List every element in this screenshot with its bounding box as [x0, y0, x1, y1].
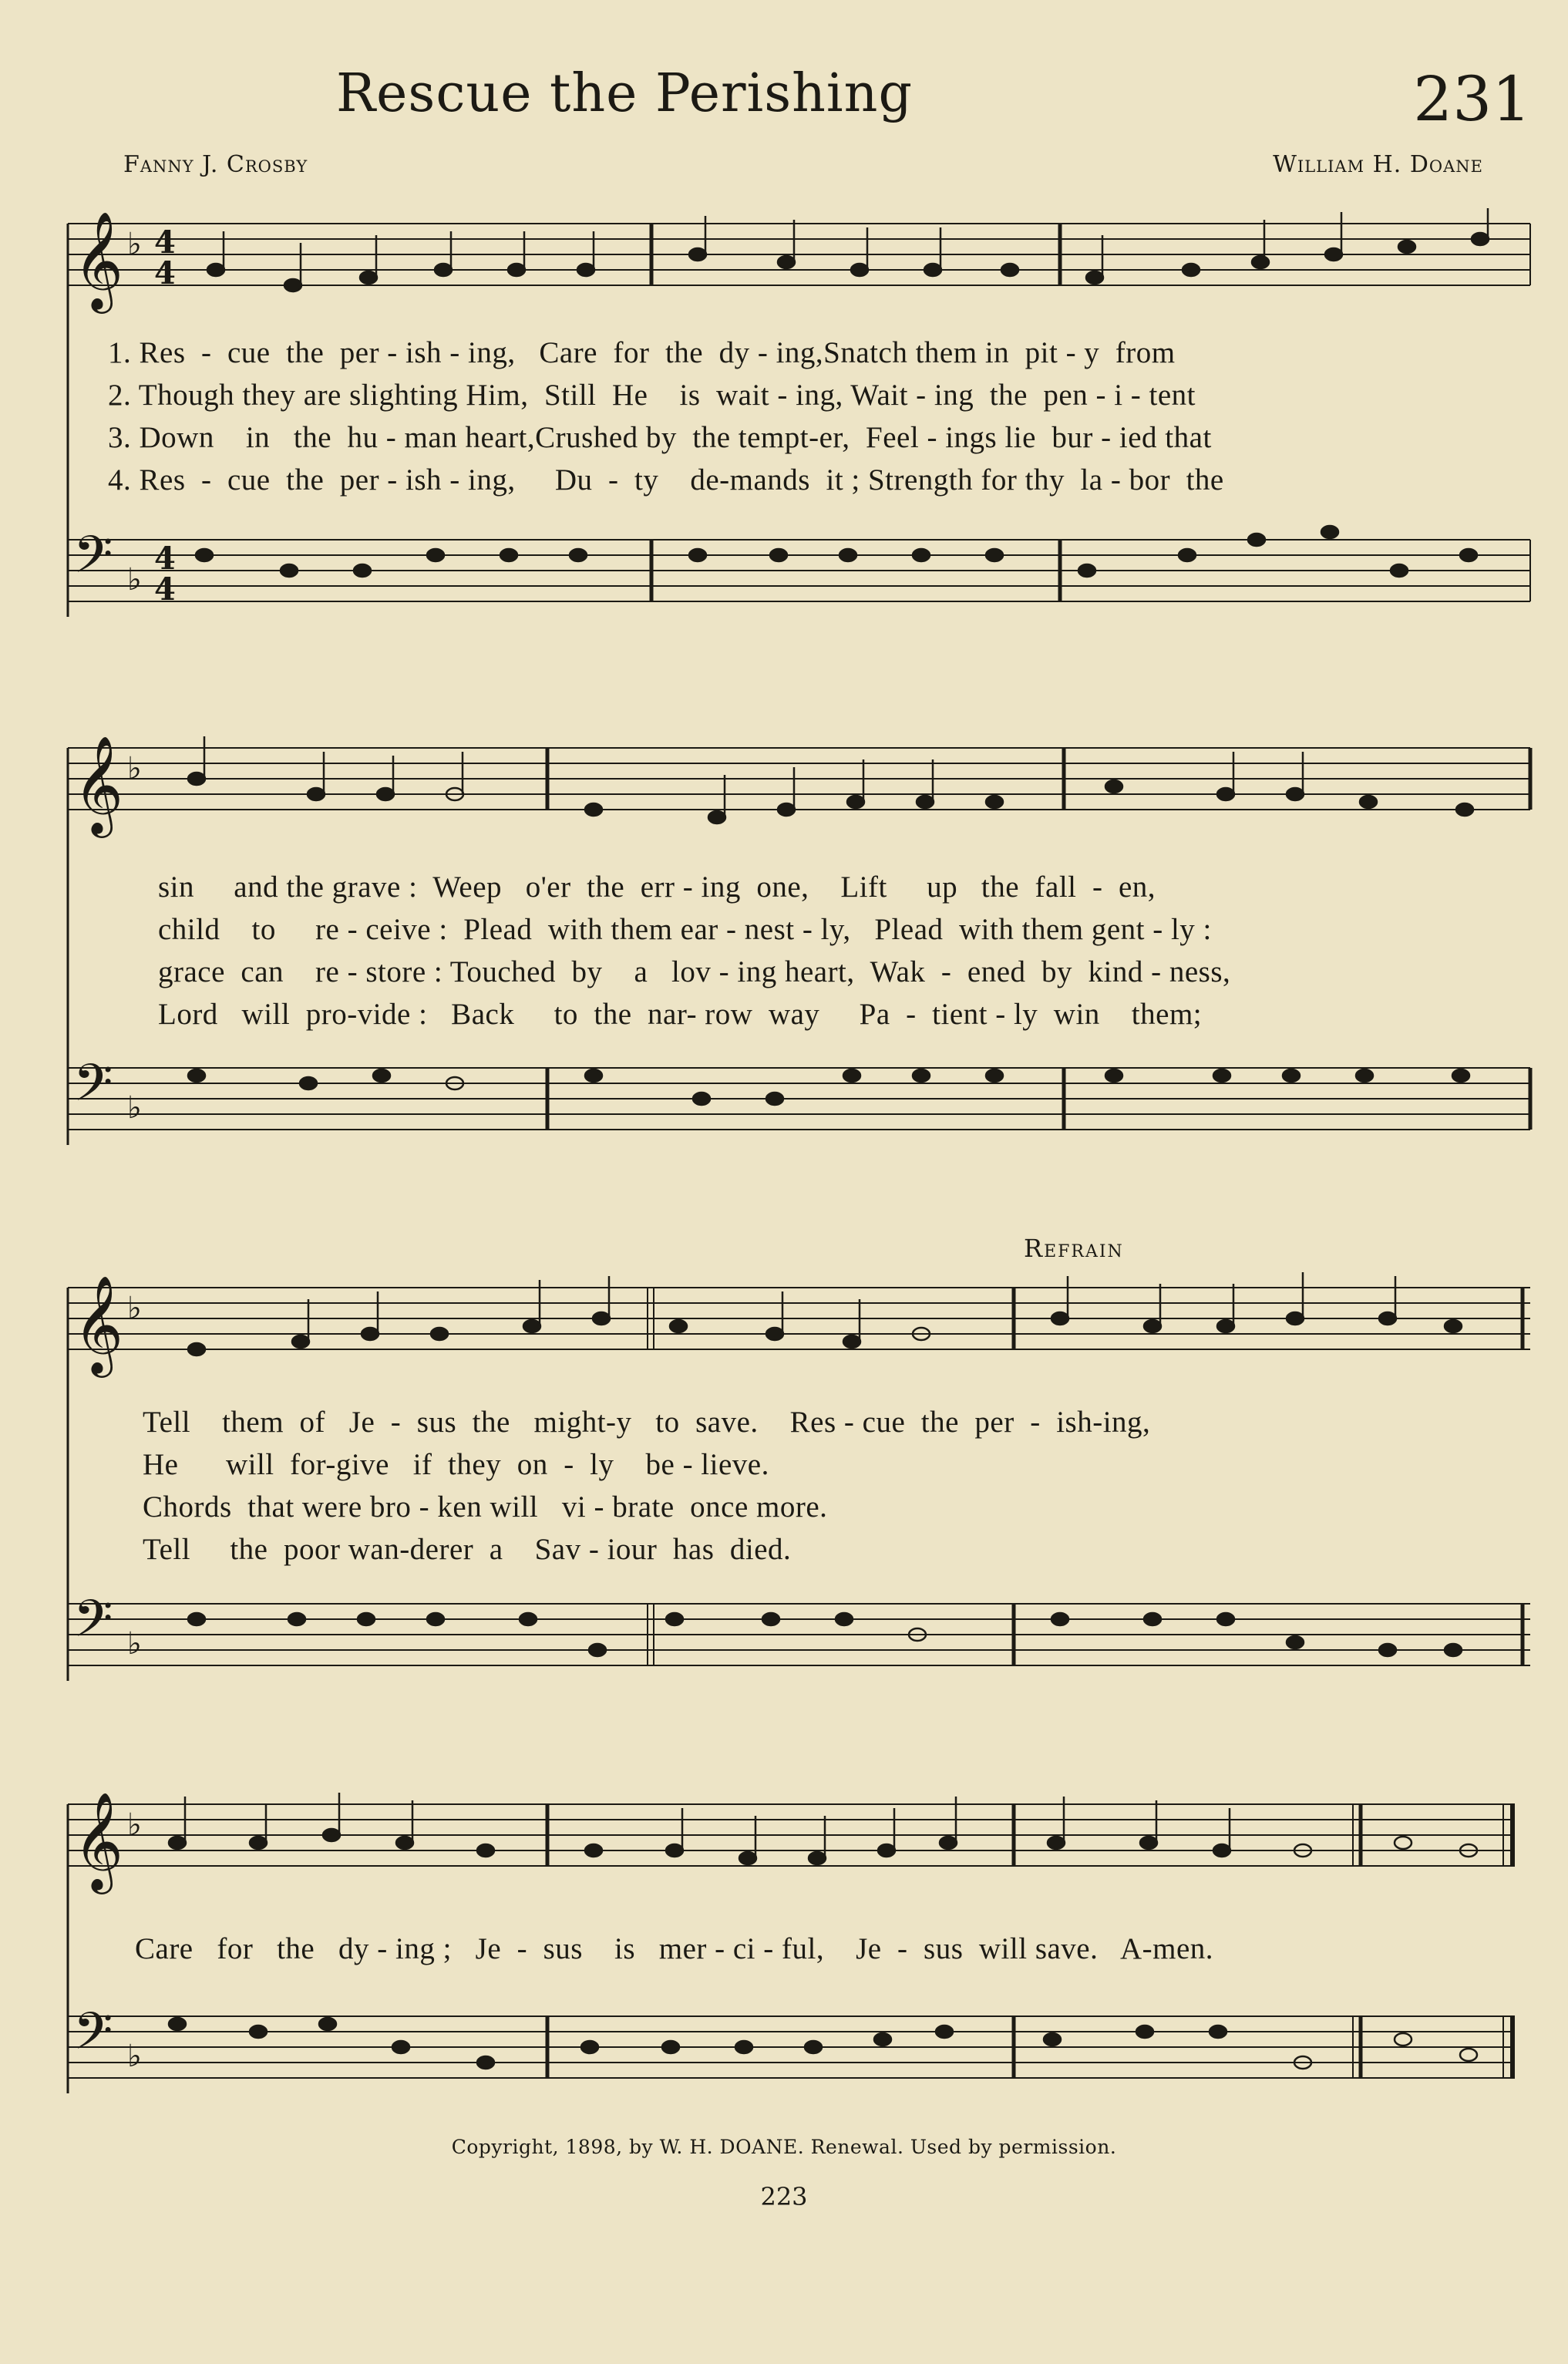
hymn-title: Rescue the Perishing	[335, 63, 913, 124]
notes	[169, 1793, 1477, 2069]
time-signature: 4	[154, 224, 176, 261]
verse-line: 2. Though they are slighting Him, Still He is wait - ing, Wait - ing the pen - i - tent	[108, 379, 1196, 412]
treble-clef-icon: 𝄞	[73, 735, 124, 833]
author-credit: Fanny J. Crosby	[123, 151, 308, 178]
verse-line: 4. Res - cue the per - ish - ing, Du - ty de-mands it ; Strength for thy la - bor the	[108, 463, 1224, 497]
flat-icon: ♭	[127, 2039, 142, 2074]
flat-icon: ♭	[127, 227, 142, 262]
bass-clef-icon: 𝄢	[73, 525, 113, 597]
bass-clef-icon: 𝄢	[73, 1053, 113, 1125]
composer-credit: William H. Doane	[1273, 151, 1483, 178]
verse-line: Tell the poor wan-derer a Sav - iour has died.	[143, 1533, 792, 1566]
page-number: 223	[760, 2182, 808, 2211]
verse-line: grace can re - store : Touched by a lov - ing heart, Wak - ened by kind - ness,	[158, 955, 1231, 988]
refrain-label: Refrain	[1024, 1234, 1124, 1263]
bass-clef-icon: 𝄢	[73, 1589, 113, 1661]
time-signature: 4	[154, 540, 176, 577]
flat-icon: ♭	[127, 562, 142, 598]
treble-clef-icon: 𝄞	[73, 1275, 124, 1373]
bass-clef-icon: 𝄢	[73, 2002, 113, 2073]
flat-icon: ♭	[127, 1626, 142, 1662]
system-3-staves	[0, 1272, 1568, 1704]
verse-line: Lord will pro-vide : Back to the nar- row way Pa - tient - ly win them;	[158, 998, 1203, 1031]
verse-line: Chords that were bro - ken will vi - brate once more.	[143, 1490, 828, 1524]
time-signature: 4	[154, 571, 176, 608]
verse-line: He will for-give if they on - ly be - lieve.	[143, 1448, 769, 1481]
verse-line: 3. Down in the hu - man heart,Crushed by the tempt-er, Feel - ings lie bur - ied that	[108, 421, 1212, 454]
refrain-line: Tell them of Je - sus the might-y to save. Res - cue the per - ish-ing,	[143, 1406, 1151, 1439]
flat-icon: ♭	[127, 1291, 142, 1326]
flat-icon: ♭	[127, 1807, 142, 1843]
treble-clef-icon: 𝄞	[73, 210, 124, 309]
treble-clef-icon: 𝄞	[73, 1791, 124, 1890]
verse-line: sin and the grave : Weep o'er the err - ing one, Lift up the fall - en,	[158, 871, 1156, 904]
copyright-notice: Copyright, 1898, by W. H. DOANE. Renewal. Used by permission.	[451, 2136, 1117, 2158]
time-signature: 4	[154, 255, 176, 291]
refrain-line: Care for the dy - ing ; Je - sus is mer - ci - ful, Je - sus will save. A-men.	[135, 1932, 1214, 1965]
flat-icon: ♭	[127, 1090, 142, 1126]
hymn-number: 231	[1413, 63, 1531, 135]
system-2-staves	[0, 732, 1568, 1164]
flat-icon: ♭	[127, 751, 142, 786]
verse-line: 1. Res - cue the per - ish - ing, Care for the dy - ing,Snatch them in pit - y from	[108, 336, 1176, 369]
verse-line: child to re - ceive : Plead with them ear - nest - ly, Plead with them gent - ly :	[158, 913, 1212, 946]
